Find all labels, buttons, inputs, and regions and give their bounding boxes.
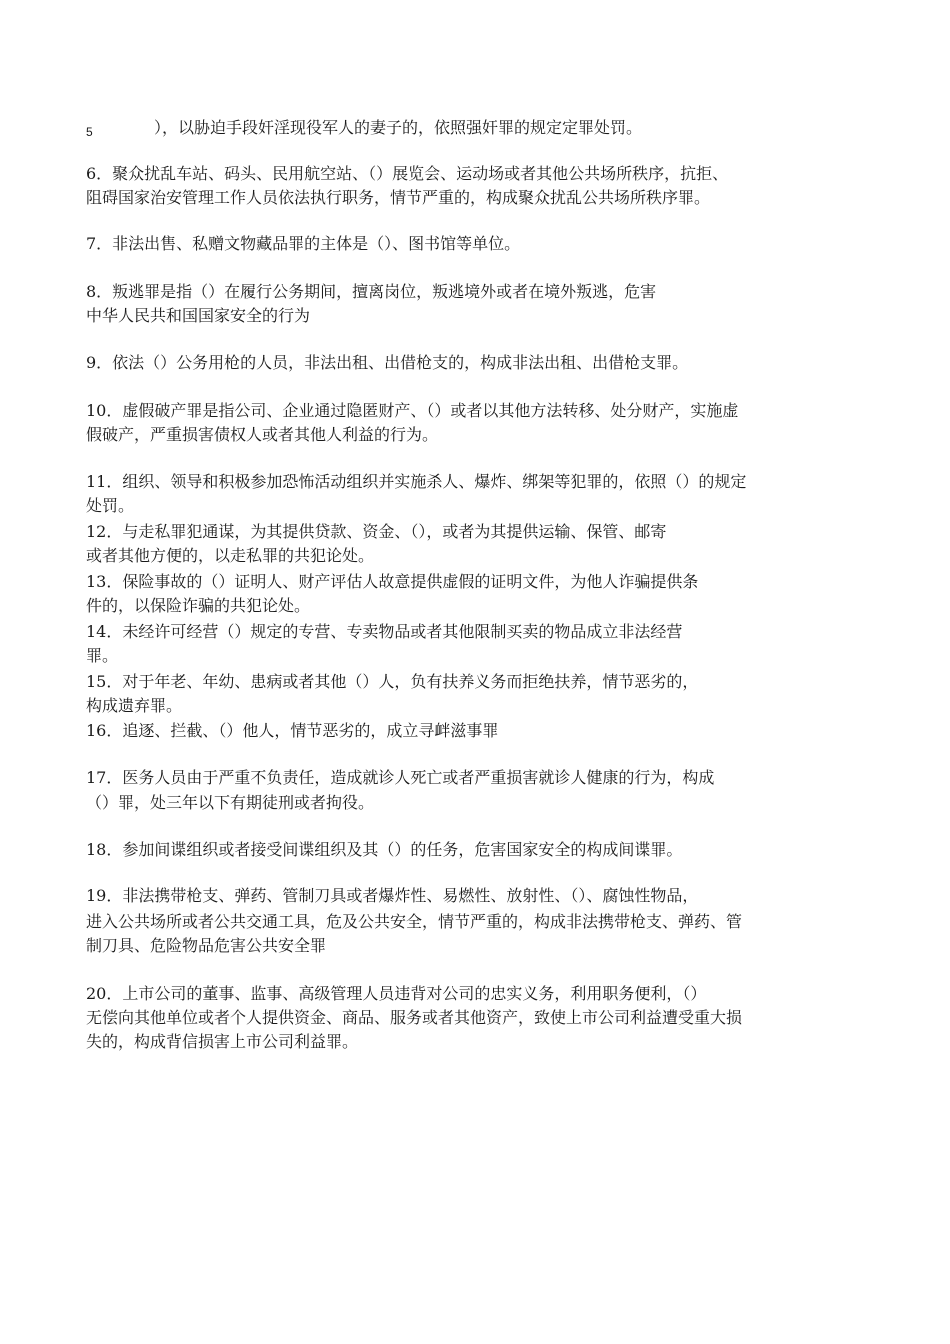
question-number: 5 <box>86 125 93 139</box>
question-10-line-2: 假破产，严重损害债权人或者其他人利益的行为。 <box>86 425 439 444</box>
question-12-line-1: 12．与走私罪犯通谋，为其提供贷款、资金、（），或者为其提供运输、保管、邮寄 <box>86 522 667 541</box>
question-17-line-1: 17．医务人员由于严重不负责任，造成就诊人死亡或者严重损害就诊人健康的行为，构成 <box>86 768 715 787</box>
question-5-line <box>86 118 642 139</box>
question-7-line: 7．非法出售、私赠文物藏品罪的主体是（）、图书馆等单位。 <box>86 234 521 253</box>
question-13-line-1: 13．保险事故的（）证明人、财产评估人故意提供虚假的证明文件，为他人诈骗提供条 <box>86 572 699 591</box>
question-20-line-3: 失的，构成背信损害上市公司利益罪。 <box>86 1032 359 1051</box>
question-20-line-1: 20．上市公司的董事、监事、高级管理人员违背对公司的忠实义务，利用职务便利，（） <box>86 984 707 1003</box>
question-8-line-2: 中华人民共和国国家安全的行为 <box>86 306 311 325</box>
question-15-line-2: 构成遗弃罪。 <box>86 696 183 715</box>
question-6-line-2: 阻碍国家治安管理工作人员依法执行职务，情节严重的，构成聚众扰乱公共场所秩序罪。 <box>86 188 711 207</box>
question-14-line-2: 罪。 <box>86 646 119 665</box>
question-19-line-1: 19．非法携带枪支、弹药、管制刀具或者爆炸性、易燃性、放射性、（）、腐蚀性物品， <box>86 886 699 905</box>
question-6-line-1: 6．聚众扰乱车站、码头、民用航空站、（）展览会、运动场或者其他公共场所秩序，抗拒、 <box>86 164 729 183</box>
question-19-line-3: 制刀具、危险物品危害公共安全罪 <box>86 936 327 955</box>
question-8-line-1: 8．叛逃罪是指（）在履行公务期间，擅离岗位，叛逃境外或者在境外叛逃，危害 <box>86 282 657 301</box>
question-11-line-1: 11．组织、领导和积极参加恐怖活动组织并实施杀人、爆炸、绑架等犯罪的，依照（）的规定 <box>86 472 747 491</box>
question-20-line-2: 无偿向其他单位或者个人提供资金、商品、服务或者其他资产，致使上市公司利益遭受重大损 <box>86 1008 743 1027</box>
question-9-line: 9．依法（）公务用枪的人员，非法出租、出借枪支的，构成非法出租、出借枪支罪。 <box>86 353 689 372</box>
question-text: ），以胁迫手段奸淫现役军人的妻子的，依照强奸罪的规定定罪处罚。 <box>154 118 643 137</box>
question-19-line-2: 进入公共场所或者公共交通工具，危及公共安全，情节严重的，构成非法携带枪支、弹药、管 <box>86 912 743 931</box>
question-18-line: 18．参加间谍组织或者接受间谍组织及其（）的任务，危害国家安全的构成间谍罪。 <box>86 840 683 859</box>
question-10-line-1: 10．虚假破产罪是指公司、企业通过隐匿财产、（）或者以其他方法转移、处分财产，实施虚 <box>86 401 739 420</box>
question-15-line-1: 15．对于年老、年幼、患病或者其他（）人，负有扶养义务而拒绝扶养，情节恶劣的， <box>86 672 699 691</box>
question-17-line-2: （）罪，处三年以下有期徒刑或者拘役。 <box>86 793 375 812</box>
question-13-line-2: 件的，以保险诈骗的共犯论处。 <box>86 596 311 615</box>
question-11-line-2: 处罚。 <box>86 496 135 515</box>
question-12-line-2: 或者其他方便的，以走私罪的共犯论处。 <box>86 546 375 565</box>
question-14-line-1: 14．未经许可经营（）规定的专营、专卖物品或者其他限制买卖的物品成立非法经营 <box>86 622 683 641</box>
question-16-line: 16．追逐、拦截、（）他人，情节恶劣的，成立寻衅滋事罪 <box>86 721 499 740</box>
